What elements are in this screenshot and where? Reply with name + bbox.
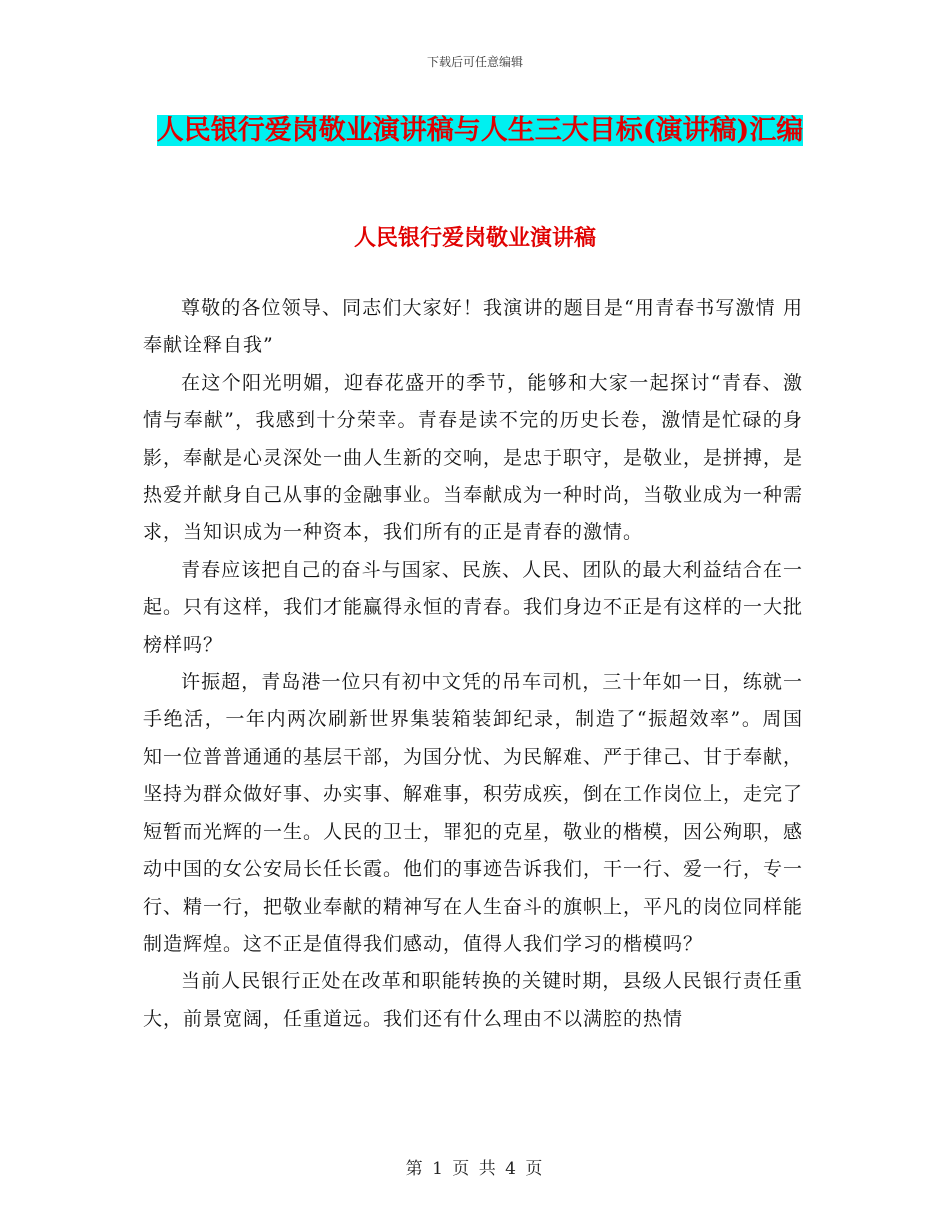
paragraph: 尊敬的各位领导、同志们大家好！我演讲的题目是“用青春书写激情 用奉献诠释自我” [143, 297, 803, 357]
document-title-text: 人民银行爱岗敬业演讲稿与人生三大目标(演讲稿)汇编 [156, 115, 804, 146]
page-number-footer: 第 1 页 共 4 页 [405, 1159, 545, 1179]
paragraph: 在这个阳光明媚，迎春花盛开的季节，能够和大家一起探讨“青春、激情与奉献”，我感到十分荣幸。青春是读不完的历史长卷，激情是忙碌的身影，奉献是心灵深处一曲人生新的交响，是忠于职守，是敬业，是拼搏，是热爱并献身自己从事的金融事业。当奉献成为一种时尚，当敬业成为一种需求，当知识成为一种资本，我们所有的正是青春的激情。 [143, 371, 804, 544]
paragraph: 当前人民银行正处在改革和职能转换的关键时期，县级人民银行责任重大，前景宽阔，任重道远。我们还有什么理由不以满腔的热情 [143, 970, 803, 1030]
section-title: 人民银行爱岗敬业演讲稿 [353, 225, 596, 251]
document-title [145, 108, 815, 154]
body-text [143, 290, 803, 1038]
paragraph: 青春应该把自己的奋斗与国家、民族、人民、团队的最大利益结合在一起。只有这样，我们才能赢得永恒的青春。我们身边不正是有这样的一大批榜样吗？ [143, 558, 804, 656]
paragraph: 许振超，青岛港一位只有初中文凭的吊车司机，三十年如一日，练就一手绝活，一年内两次刷新世界集装箱装卸纪录，制造了“振超效率”。周国知一位普普通通的基层干部，为国分忧、为民解难、严于律己、甘于奉献，坚持为群众做好事、办实事、解难事，积劳成疾，倒在工作岗位上，走完了短暂而光辉的一生。人民的卫士，罪犯的克星，敬业的楷模，因公殉职，感动中国的女公安局长任长霞。他们的事迹告诉我们，干一行、爱一行，专一行、精一行，把敬业奉献的精神写在人生奋斗的旗帜上，平凡的岗位同样能制造辉煌。这不正是值得我们感动，值得人我们学习的楷模吗？ [143, 671, 804, 955]
header-note: 下载后可任意编辑 [426, 55, 523, 69]
